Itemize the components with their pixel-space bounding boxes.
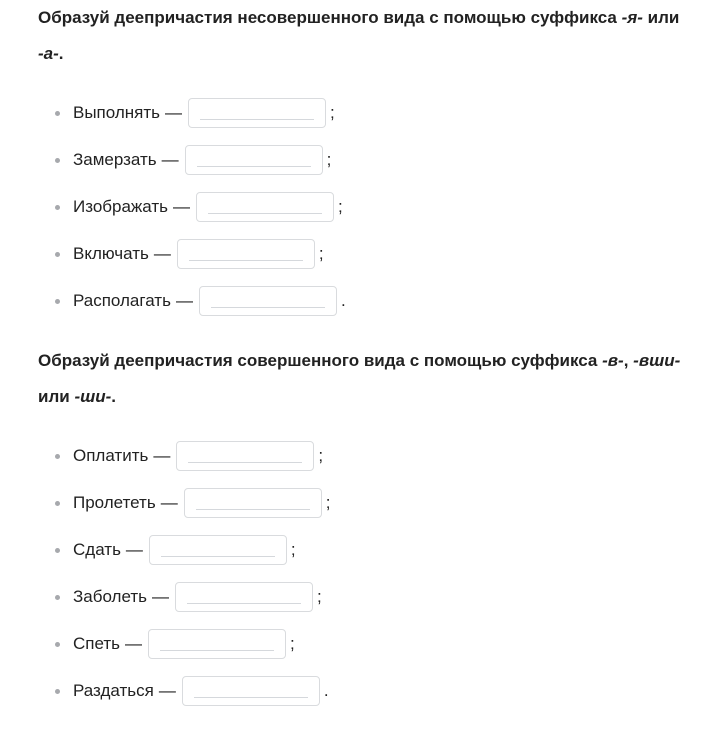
list-item	[38, 277, 698, 324]
task-2-list	[38, 432, 698, 714]
answer-input[interactable]	[185, 145, 323, 175]
task-2-instruction	[38, 343, 698, 415]
dash: —	[152, 586, 169, 606]
list-item	[38, 183, 698, 230]
verb-label: Располагать	[73, 290, 171, 310]
task-1-joiner: или	[642, 8, 680, 27]
answer-input[interactable]	[148, 629, 286, 659]
verb-label: Изображать	[73, 196, 169, 216]
dash: —	[125, 539, 143, 559]
answer-input[interactable]	[199, 286, 337, 316]
dash: —	[158, 680, 176, 700]
list-item	[38, 620, 698, 667]
answer-input[interactable]	[176, 441, 314, 471]
list-item	[38, 667, 698, 714]
list-item	[38, 573, 698, 620]
answer-input[interactable]	[175, 582, 313, 612]
verb-label: Раздаться	[73, 680, 154, 700]
answer-input[interactable]	[182, 676, 320, 706]
punctuation: ;	[325, 492, 331, 512]
task-2-instruction-end: .	[111, 387, 116, 406]
answer-input[interactable]	[184, 488, 322, 518]
verb-label: Сдать	[73, 539, 121, 559]
answer-input[interactable]	[188, 98, 326, 128]
task-2	[38, 343, 698, 714]
task-2-suffix-vshi: -вши-	[633, 351, 681, 370]
answer-input[interactable]	[196, 192, 334, 222]
dash: —	[125, 633, 143, 653]
punctuation: ;	[326, 149, 332, 169]
dash: —	[161, 149, 179, 169]
verb-label: Выполнять	[73, 102, 161, 122]
punctuation: ;	[290, 633, 295, 653]
task-2-instruction-text: Образуй деепричастия совершенного вида с помощью суффикса	[38, 351, 603, 370]
verb-label: Включать	[73, 243, 149, 263]
punctuation: ;	[290, 539, 296, 559]
list-item	[38, 479, 698, 526]
list-item	[38, 89, 698, 136]
task-2-suffix-v: -в-	[602, 351, 624, 370]
task-1-instruction	[38, 0, 698, 72]
list-item	[38, 526, 698, 573]
punctuation: ;	[318, 445, 324, 465]
dash: —	[175, 290, 193, 310]
verb-label: Заболеть	[73, 586, 147, 606]
dash: —	[153, 445, 171, 465]
list-item	[38, 136, 698, 183]
list-item	[38, 432, 698, 479]
verb-label: Оплатить	[73, 445, 149, 465]
task-1-list	[38, 89, 698, 324]
task-2-suffix-shi: -ши-	[74, 387, 112, 406]
dash: —	[173, 196, 191, 216]
dash: —	[165, 102, 183, 122]
punctuation: ;	[317, 586, 322, 606]
task-1-suffix-a: -а-	[38, 44, 59, 63]
verb-label: Пролететь	[73, 492, 156, 512]
task-1-instruction-end: .	[58, 44, 64, 63]
dash: —	[160, 492, 178, 512]
punctuation: ;	[330, 102, 335, 122]
list-item	[38, 230, 698, 277]
dash: —	[153, 243, 171, 263]
verb-label: Спеть	[73, 633, 121, 653]
punctuation: .	[323, 680, 329, 700]
task-2-joiner-2: или	[38, 387, 75, 406]
task-2-joiner-1: ,	[623, 351, 634, 370]
task-1-suffix-ya: -я-	[621, 8, 643, 27]
task-1-instruction-text: Образуй деепричастия несовершенного вида с помощью суффикса	[38, 8, 622, 27]
task-1	[38, 0, 698, 324]
punctuation: .	[340, 290, 346, 310]
answer-input[interactable]	[177, 239, 315, 269]
punctuation: ;	[338, 196, 343, 216]
punctuation: ;	[318, 243, 324, 263]
verb-label: Замерзать	[73, 149, 157, 169]
answer-input[interactable]	[149, 535, 287, 565]
